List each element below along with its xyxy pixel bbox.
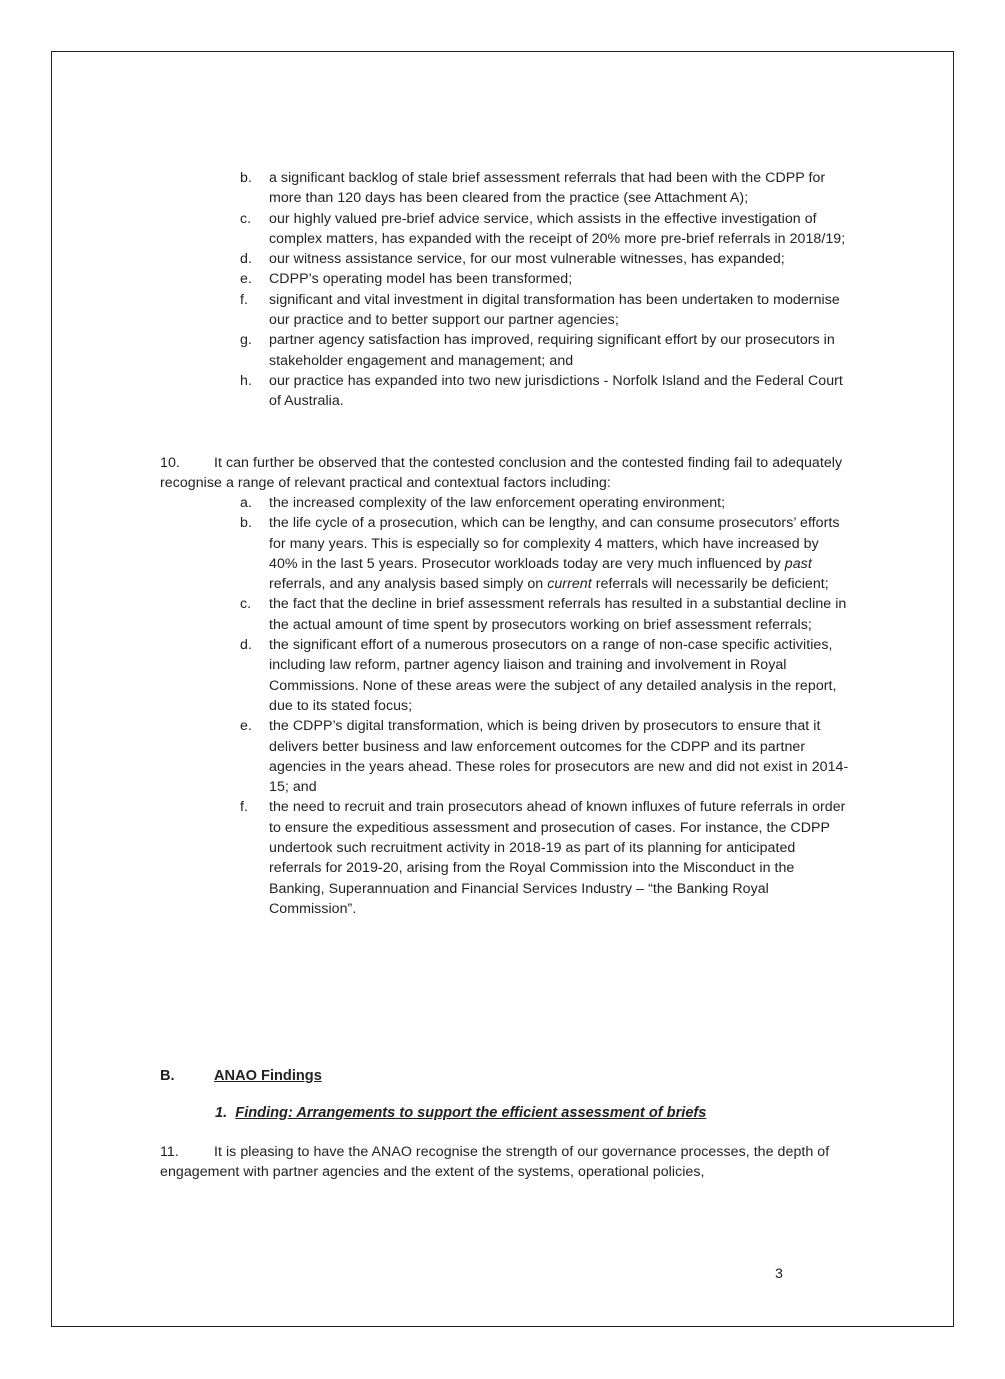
list-item-text: the fact that the decline in brief assessment referrals has resulted in a substantial decline in the actual amount of time spent by prosecutors working on brief assessment referrals; <box>269 596 847 633</box>
list-item-text: our witness assistance service, for our most vulnerable witnesses, has expanded; <box>269 251 785 268</box>
list-item <box>240 797 850 919</box>
list-item <box>240 716 850 797</box>
list-item-text: a significant backlog of stale brief assessment referrals that had been with the CDPP for more than 120 days has been cleared from the practice (see Attachment A); <box>269 170 826 207</box>
list-item-text: partner agency satisfaction has improved, requiring significant effort by our prosecutors in stakeholder engagement and management; and <box>269 332 835 369</box>
list-item-label: d. <box>240 251 252 268</box>
paragraph-number: 11. <box>160 1144 179 1160</box>
list-item <box>240 371 850 412</box>
finding-number: 1. <box>215 1105 228 1121</box>
factors-list <box>240 493 850 919</box>
list-item <box>240 330 850 371</box>
emphasis-past: past <box>784 555 812 572</box>
list-item-label: f. <box>240 799 248 816</box>
list-item-text: significant and vital investment in digital transformation has been undertaken to modernise our practice and to better support our partner agencies; <box>269 291 840 329</box>
list-item-text: our practice has expanded into two new jurisdictions - Norfolk Island and the Federal Court of Australia. <box>269 372 843 410</box>
finding-heading <box>215 1105 706 1121</box>
section-heading <box>160 1068 322 1084</box>
continued-list <box>240 168 850 412</box>
list-item-label: d. <box>240 637 252 654</box>
list-item-text: the CDPP’s digital transformation, which is being driven by prosecutors to ensure that it delivers better business and law enforcement outcomes for the CDPP and its partner agencies in the years ahead. These roles for prosecutors are new and did not exist in 2014-15; and <box>269 718 849 796</box>
list-item <box>240 168 850 209</box>
list-item-label: b. <box>240 170 252 186</box>
finding-title: Finding: Arrangements to support the efficient assessment of briefs <box>235 1105 707 1121</box>
list-item <box>240 635 850 716</box>
text-segment: referrals will necessarily be deficient; <box>591 576 829 593</box>
list-item-label: g. <box>240 332 252 349</box>
list-item <box>240 513 850 594</box>
list-item-label: e. <box>240 718 252 735</box>
list-item-label: h. <box>240 372 252 389</box>
list-item-text: the need to recruit and train prosecutors ahead of known influxes of future referrals in order to ensure the expeditious assessment and prosecution of cases. For instance, the CDPP undertook such recruitment activity in 2018-19 as part of its planning for anticipated referrals for 2019-20, arising from the Royal Commission into the Misconduct in the Banking, Superannuation and Financial Services Industry – “the Banking Royal Commission”. <box>269 799 846 917</box>
list-item-text: our highly valued pre-brief advice service, which assists in the effective investigation of complex matters, has expanded with the receipt of 20% more pre-brief referrals in 2018/19; <box>269 210 846 247</box>
list-item-label: f. <box>240 291 248 308</box>
list-item <box>240 209 850 250</box>
page-number: 3 <box>775 1266 783 1282</box>
list-item-label: c. <box>240 596 252 613</box>
paragraph-number: 10. <box>160 455 180 471</box>
list-item-text <box>269 513 850 594</box>
section-number: B. <box>160 1068 175 1084</box>
list-item <box>240 249 850 269</box>
list-item-label: a. <box>240 495 252 511</box>
list-item-label: b. <box>240 515 252 532</box>
list-item <box>240 290 850 331</box>
list-item <box>240 493 850 513</box>
paragraph-11 <box>160 1142 850 1183</box>
list-item-text: CDPP’s operating model has been transformed; <box>269 271 573 288</box>
paragraph-text: It is pleasing to have the ANAO recognise the strength of our governance processes, the depth of engagement with partner agencies and the extent of the systems, operational policies, <box>160 1144 830 1181</box>
list-item-label: e. <box>240 271 252 288</box>
paragraph-text: It can further be observed that the contested conclusion and the contested finding fail to adequately recognise a range of relevant practical and contextual factors including: <box>160 455 843 492</box>
list-item <box>240 594 850 635</box>
list-item-text: the significant effort of a numerous prosecutors on a range of non-case specific activities, including law reform, partner agency liaison and training and involvement in Royal Commissions. None of these areas were the subject of any detailed analysis in the report, due to its stated focus; <box>269 637 837 714</box>
emphasis-current: current <box>547 576 592 593</box>
list-item <box>240 269 850 289</box>
text-segment: referrals, and any analysis based simply on <box>269 576 548 593</box>
list-item-text: the increased complexity of the law enforcement operating environment; <box>269 495 726 511</box>
section-title: ANAO Findings <box>214 1068 322 1084</box>
text-segment: the life cycle of a prosecution, which can be lengthy, and can consume prosecutors’ efforts for many years. This is especially so for complexity 4 matters, which have increased by 40% in the last 5 years. Prosecutor workloads today are very much influenced by <box>269 515 840 572</box>
paragraph-10 <box>160 453 850 494</box>
list-item-label: c. <box>240 210 252 227</box>
